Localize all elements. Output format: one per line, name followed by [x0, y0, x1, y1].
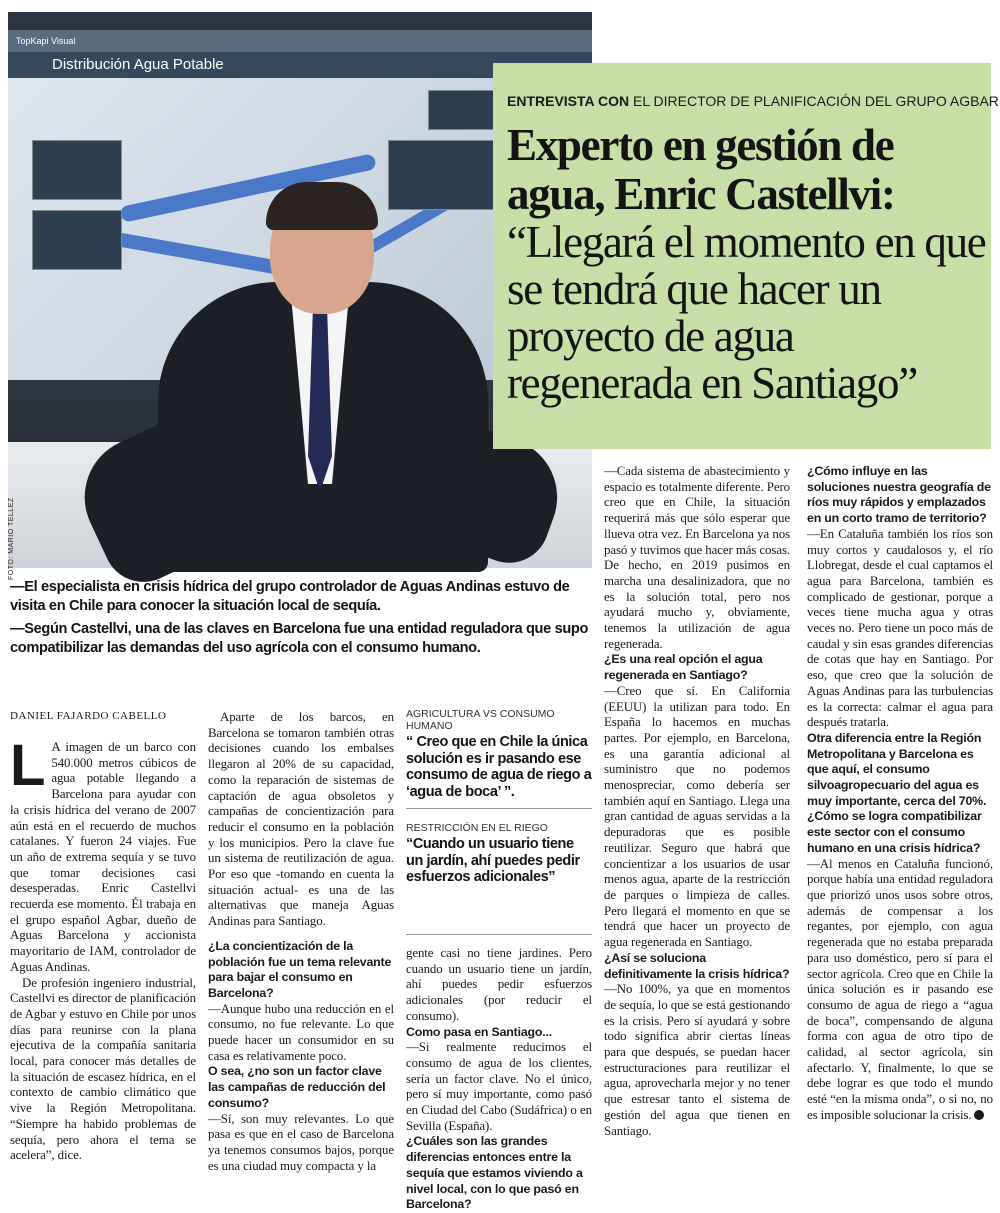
headline-quote: “Llegará el momento en que se tendrá que hacer un proyecto de agua regenerada en Santiago”: [507, 217, 986, 408]
summary-point: —Según Castellvi, una de las claves en Barcelona fue una entidad reguladora que supo compatibilizar las demandas del uso agrícola con el consumo humano.: [10, 621, 589, 656]
interview-answer: —Sí, son muy relevantes. Lo que pasa es que en el caso de Barcelona ya tenemos consumos bajos, porque es una ciudad muy compacta y la: [208, 1111, 394, 1173]
summary: [10, 578, 598, 662]
screen-toolbar: [8, 30, 592, 52]
interview-answer: —En Cataluña también los ríos son muy cortos y caudalosos y, el río Llobregat, desde el cual captamos el agua para Barcelona, también es complicado de gestionar, porque a veces tiene mucha agua y otras veces no. Pero tiene un poco más de caudal y sin esas grandes diferencias de cotas que hay en Santiago. Por eso, que creo que la solución de Aguas Andinas para las turbulencias es la correcta: calmar el agua para después tratarla.: [807, 526, 993, 730]
interview-answer: gente casi no tiene jardines. Pero cuando un usuario tiene un jardín, ahí puedes pedir esfuerzos adicionales (por reducir el consumo).: [406, 946, 592, 1023]
interview-answer: [807, 857, 993, 1124]
headline-bold: Experto en gestión de agua, Enric Castellvi:: [507, 120, 895, 219]
interview-answer: —Aunque hubo una reducción en el consumo, no fue relevante. Lo que puede hacer un consumidor en su casa es relativamente poco.: [208, 1001, 394, 1063]
interview-answer: —Si realmente reducimos el consumo de agua de los clientes, sería un factor clave. No el único, pero sí muy importante, como pasó en Ciudad del Cabo (Sudáfrica) o en Sevilla (España).: [406, 1040, 592, 1133]
pull-quote-label: AGRICULTURA VS CONSUMO HUMANO: [406, 708, 555, 732]
map-panel: [388, 140, 498, 210]
column-5: [807, 464, 993, 1124]
column-3: [406, 946, 592, 1213]
interview-question: Como pasa en Santiago...: [406, 1024, 552, 1039]
pull-quote-text: “ Creo que en Chile la única solución es ir pasando ese consumo de agua de riego a ‘agua de boca’ ”.: [406, 734, 592, 800]
interview-answer: —Creo que sí. En California (EEUU) la utilizan para todo. En España lo hacemos en muchas partes. Por ejemplo, en Barcelona, es una garantía adicional al suministro que no podemos menospreciar, como debería ser también aquí en Santiago. Llega una gran cantidad de aguas servidas a la depuradoras que es posible reutilizar. Seguro que habrá que concientizar a los usuarios de usar menos agua, aparte de la restricción de parques o limpieza de calles. Pero llegará el momento en que se tendrá que hacer un proyecto de agua regenerada en Santiago.: [604, 683, 790, 950]
interview-question: O sea, ¿no son un factor clave las campañas de reducción del consumo?: [208, 1064, 386, 1110]
interview-question: ¿Cómo influye en las soluciones nuestra geografía de ríos muy rápidos y emplazados en un corto tramo de territorio?: [807, 464, 991, 526]
interview-question: ¿La concientización de la población fue un tema relevante para bajar el consumo en Barcelona?: [208, 938, 392, 1000]
paragraph: Aparte de los barcos, en Barcelona se tomaron también otras decisiones cuando los embalses llegaron al 20% de su capacidad, como la reparación de sistemas de captación de agua obsoletos y campañas de concientización para reducir el consumo en la población y los municipios. Pero la clave fue un sistema de reutilización de agua. Por eso que -tomando en cuenta la situación actual- es una de las alternativas que maneja Aguas Andinas para Santiago.: [208, 710, 394, 929]
kicker-rest: EL DIRECTOR DE PLANIFICACIÓN DEL GRUPO AGBAR: [629, 93, 999, 109]
pull-quote-divider: [406, 934, 592, 935]
headline: [507, 121, 987, 407]
screen-title: Distribución Agua Potable: [8, 52, 592, 78]
final-answer-text: —Al menos en Cataluña funcionó, porque había una entidad reguladora que priorizó unos usos sobre otros, además de compensar a los regantes, por ejemplo, con agua regenerada que no estaba preparada para uso doméstico, pero sí para el sector agrícola. Creo que en Chile la única solución es ir pasando ese consumo de agua de riego a “agua de boca”, compensando de alguna forma con agua de otro tipo de calidad, al sector agrícola, sin afectarlo. Y, finalmente, lo que se debe lograr es que todo el mundo esté “en la misma onda”, o si no, no es imposible solucionar la crisis.: [807, 856, 993, 1122]
drop-cap: L: [10, 733, 46, 798]
pull-quote-divider: [406, 808, 592, 809]
screen-toolbar-text: TopKapi Visual: [16, 36, 76, 46]
summary-point: —El especialista en crisis hídrica del grupo controlador de Aguas Andinas estuvo de visita en Chile para conocer la situación local de sequía.: [10, 579, 570, 614]
lead-text: A imagen de un barco con 540.000 metros cúbicos de agua potable llegando a Barcelona para ayudar con la crisis hídrica del verano de 2007 aún está en el recuerdo de muchos catalanes. Y fueron 24 viajes. Fue un año de extrema sequía y se tuvo que tomar decisiones casi desesperadas. Enric Castellvi recuerda ese momento. Él trabaja en el grupo español Agbar, dueño de Aguas Barcelona y accionista mayoritario de IAM, controlador de Aguas Andinas.: [10, 740, 196, 974]
column-4: [604, 464, 790, 1139]
interview-question: ¿Es una real opción el agua regenerada en Santiago?: [604, 652, 763, 683]
pull-quote: [406, 822, 592, 886]
kicker-bold: ENTREVISTA CON: [507, 93, 630, 109]
end-of-article-icon: [974, 1110, 984, 1120]
paragraph: De profesión ingeniero industrial, Castellvi es director de planificación de Agbar y estuvo en Chile por unos días para reunirse con la plana ejecutiva de la compañía sanitaria local, para conocer más detalles de la situación de escasez hídrica, en el contexto de cambio climático que vive la Región Metropolitana. “Siempre ha habido problemas de sequía, pero ahora el tema se acelera”, dice.: [10, 975, 196, 1163]
headline-box: [493, 63, 999, 449]
map-panel: [32, 140, 122, 200]
interview-question: ¿Así se soluciona definitivamente la crisis hídrica?: [604, 950, 790, 981]
interview-answer: —Cada sistema de abastecimiento y espacio es totalmente diferente. Pero creo que en Chile, la situación requerirá más que sólo esperar que llueva otra vez. En Barcelona ya nos pasó y tuvimos que hacer más cosas. De hecho, en 2019 pusimos en marcha una desalinizadora, que no es la solución total, pero nos ayudará mucho y, obviamente, tenemos la utilización de agua regenerada.: [604, 464, 790, 651]
pull-quote: [406, 708, 592, 800]
byline: DANIEL FAJARDO CABELLO: [10, 710, 167, 722]
interview-question: ¿Cuáles son las grandes diferencias entonces entre la sequía que estamos viviendo a nivel local, con lo que pasó en Barcelona?: [406, 1134, 583, 1212]
lead-paragraph: [10, 733, 196, 976]
column-2: [208, 710, 394, 1174]
interview-question: Otra diferencia entre la Región Metropolitana y Barcelona es que aquí, el consumo silvoagropecuario del agua es muy importante, cerca del 70%. ¿Cómo se logra compatibilizar este sector con el consumo humano en una crisis hídrica?: [807, 730, 987, 855]
photo-credit: FOTO: MARIO TELLEZ: [8, 497, 15, 580]
interview-answer: —No 100%, ya que en momentos de sequía, lo que se está gestionando es la crisis. Pero sí ayudará y sobre todo significa abrir ciertas líneas para que después, se puedan hacer estructuraciones para reutilizar el agua, aprovecharla mejor y no tener que estresar tanto el sistema de gestión del agua que tienen en Santiago.: [604, 982, 790, 1138]
map-panel: [32, 210, 122, 270]
pull-quote-label: RESTRICCIÓN EN EL RIEGO: [406, 822, 548, 834]
man-hair: [266, 182, 378, 230]
pull-quote-text: “Cuando un usuario tiene un jardín, ahí puedes pedir esfuerzos adicionales”: [406, 836, 580, 885]
column-1: [10, 733, 196, 1164]
kicker: [507, 93, 999, 109]
